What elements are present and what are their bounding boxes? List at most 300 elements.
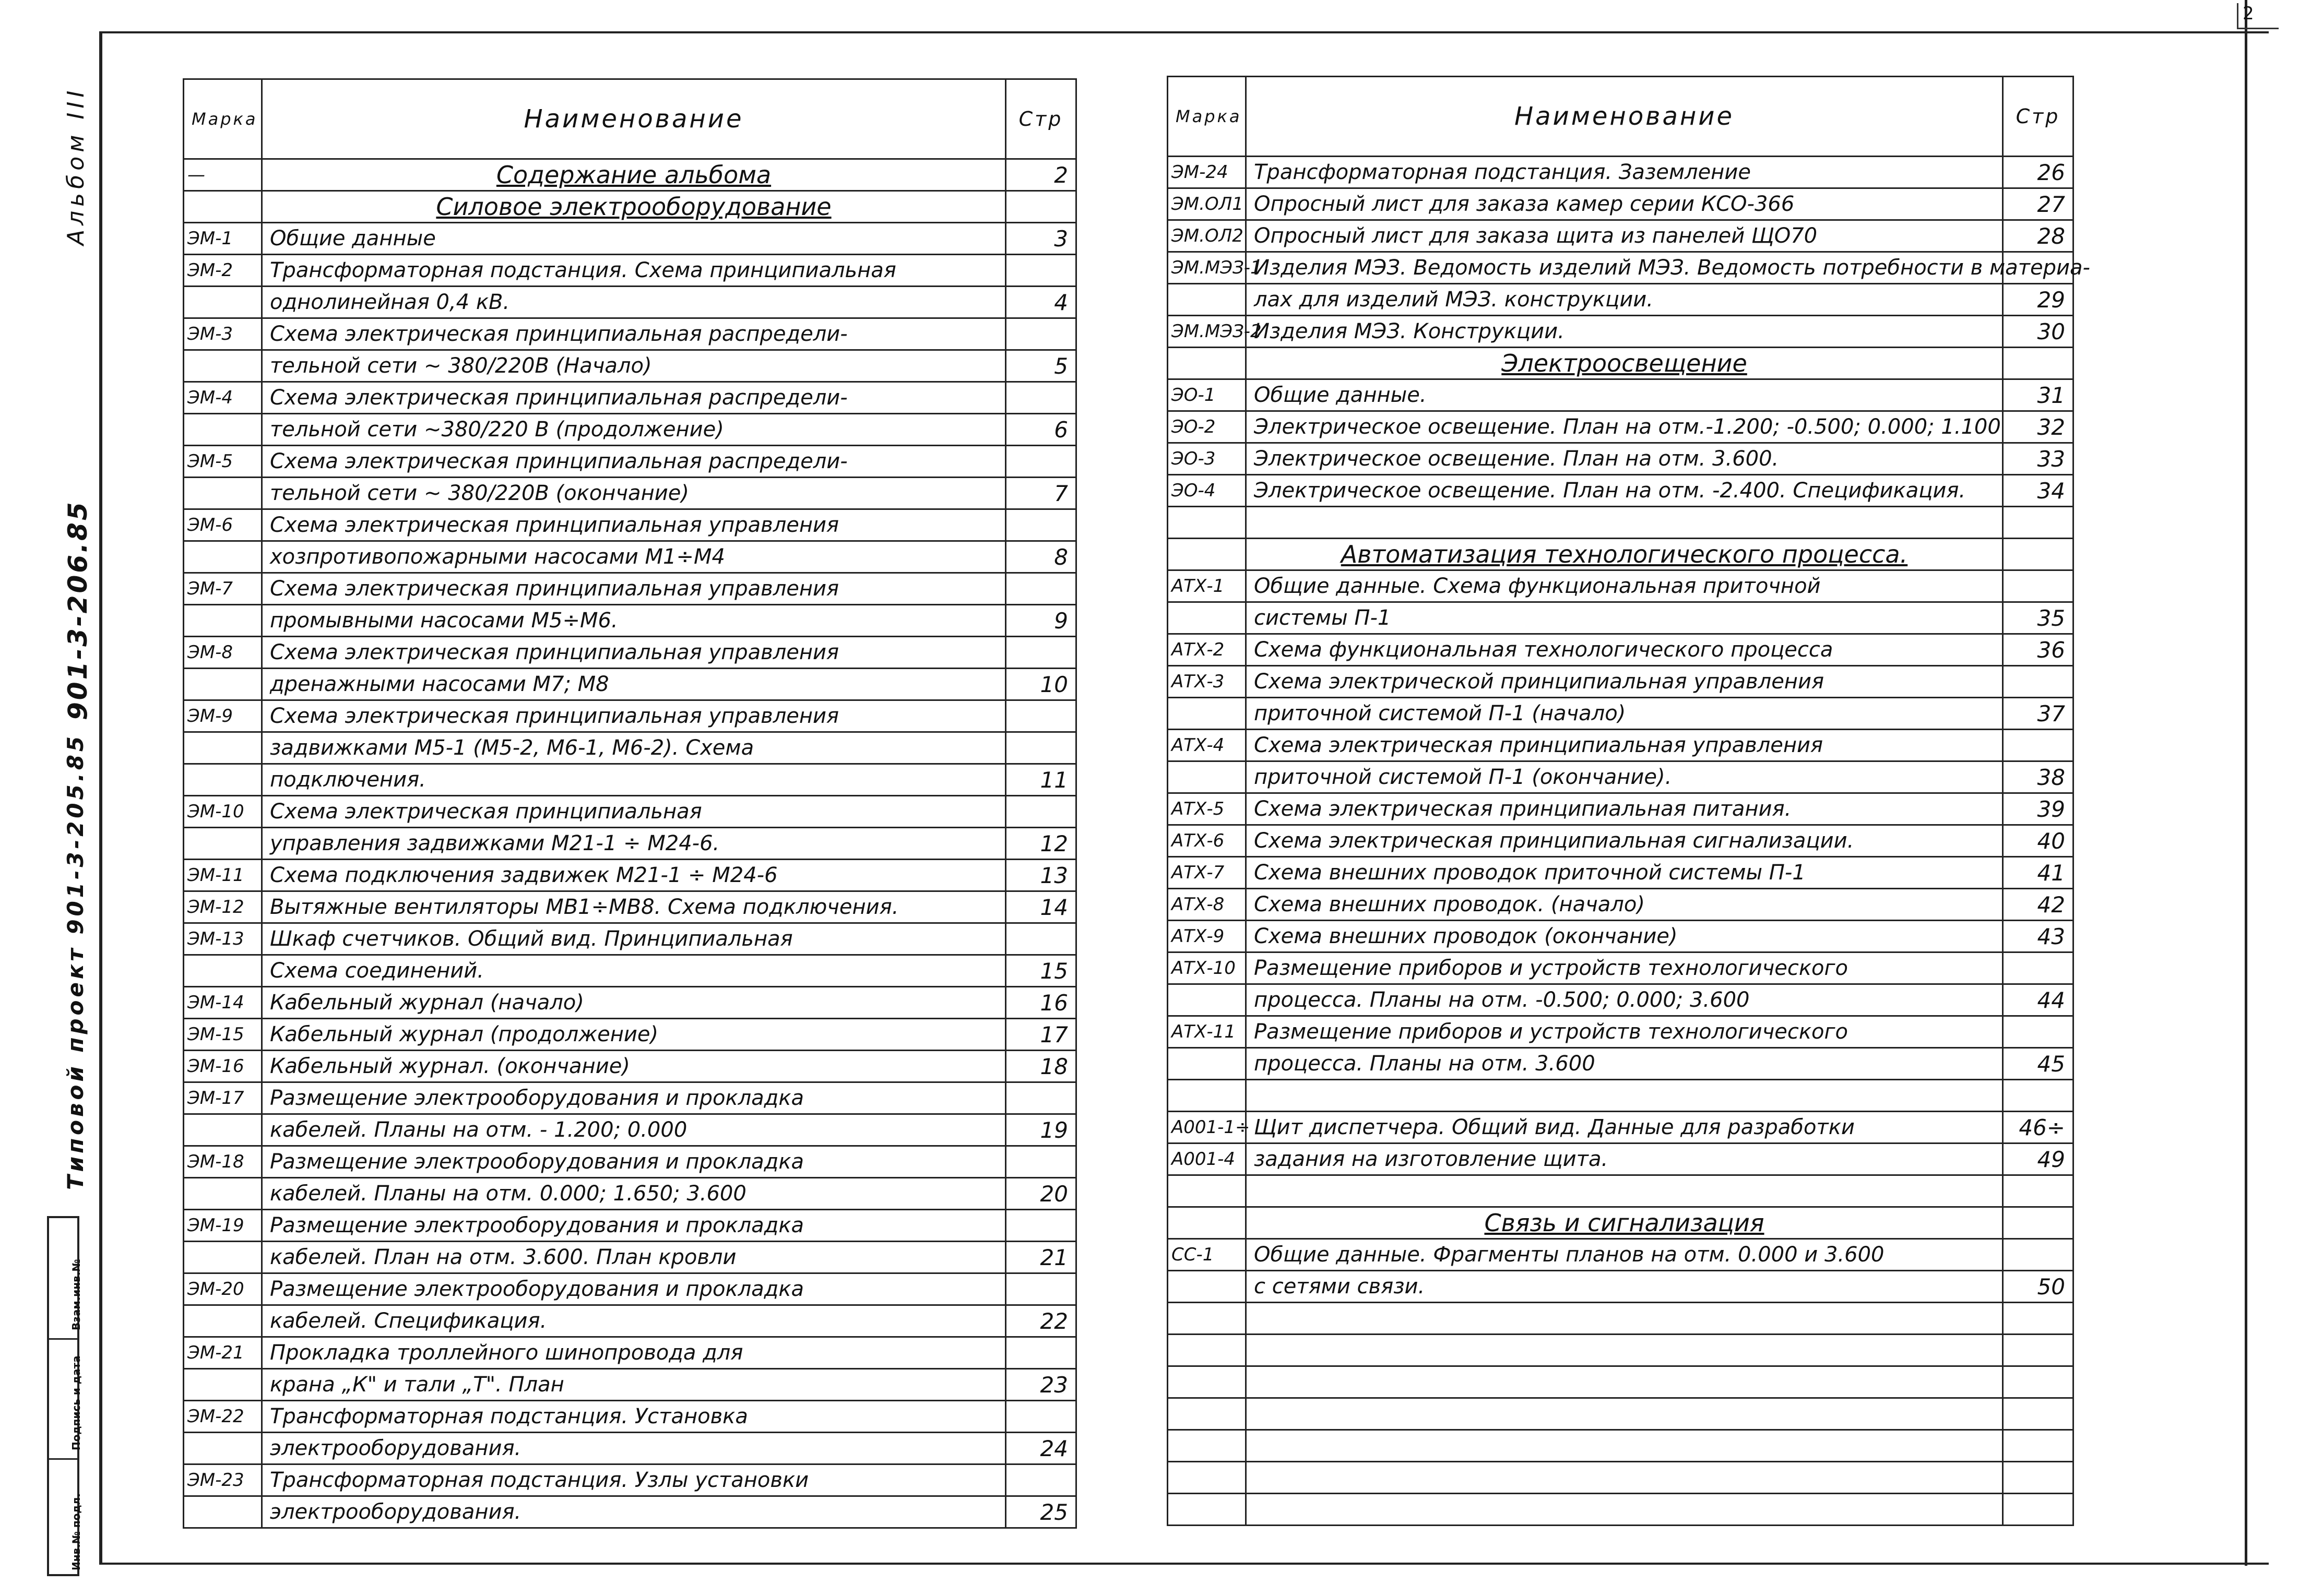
row-page bbox=[2003, 1398, 2073, 1430]
row-mark: ЭМ-8 bbox=[184, 637, 262, 669]
row-name: Размещение электрооборудования и прокладка bbox=[262, 1273, 1006, 1305]
row-page: 18 bbox=[1006, 1051, 1076, 1082]
row-name: Размещение электрооборудования и прокладка bbox=[262, 1210, 1006, 1242]
row-mark: АТХ-5 bbox=[1168, 793, 1246, 825]
row-page: 4 bbox=[1006, 287, 1076, 318]
row-name bbox=[1246, 1398, 2003, 1430]
row-name bbox=[1246, 1303, 2003, 1335]
table-row bbox=[184, 1496, 1076, 1528]
table-row bbox=[1168, 634, 2073, 666]
table-row bbox=[184, 1019, 1076, 1051]
row-mark bbox=[184, 191, 262, 223]
row-mark bbox=[1168, 348, 1246, 379]
row-name: Схема электрическая принципиальная распредели- bbox=[262, 446, 1006, 478]
row-name: задвижками М5-1 (М5-2, М6-1, М6-2). Схема bbox=[262, 732, 1006, 764]
section-heading: Силовое электрооборудование bbox=[436, 193, 832, 221]
table-row bbox=[1168, 1335, 2073, 1366]
row-page bbox=[2003, 1207, 2073, 1239]
row-mark: ЭМ-13 bbox=[184, 923, 262, 955]
table-row bbox=[1168, 539, 2073, 570]
row-mark: ЭО-3 bbox=[1168, 443, 1246, 475]
row-mark bbox=[1168, 1398, 1246, 1430]
header-page: Стр bbox=[1006, 79, 1076, 159]
table-row bbox=[184, 732, 1076, 764]
row-name: Кабельный журнал (начало) bbox=[262, 987, 1006, 1019]
row-mark bbox=[184, 732, 262, 764]
row-name bbox=[1246, 1366, 2003, 1398]
table-row bbox=[184, 191, 1076, 223]
row-name: Схема электрическая принципиальная питания. bbox=[1246, 793, 2003, 825]
row-page bbox=[1006, 573, 1076, 605]
row-mark bbox=[1168, 1271, 1246, 1303]
row-page bbox=[2003, 1080, 2073, 1112]
row-page: 45 bbox=[2003, 1048, 2073, 1080]
row-page: 16 bbox=[1006, 987, 1076, 1019]
row-page bbox=[1006, 923, 1076, 955]
approval-stamp bbox=[47, 1216, 82, 1576]
header-row bbox=[184, 79, 1076, 159]
table-row bbox=[1168, 1144, 2073, 1175]
project-code: 901-3-206.85 bbox=[63, 500, 93, 720]
table-row bbox=[1168, 793, 2073, 825]
row-page: 24 bbox=[1006, 1433, 1076, 1464]
album-label: Альбом III bbox=[63, 86, 89, 245]
header-mark: Марка bbox=[184, 79, 262, 159]
row-mark bbox=[184, 1242, 262, 1273]
table-row bbox=[184, 923, 1076, 955]
row-page bbox=[1006, 1273, 1076, 1305]
row-name: дренажными насосами М7; М8 bbox=[262, 669, 1006, 700]
header-page: Стр bbox=[2003, 77, 2073, 157]
row-name: Схема электрическая принципиальная управления bbox=[1246, 730, 2003, 761]
row-mark: ЭМ-1 bbox=[184, 223, 262, 255]
table-row bbox=[1168, 188, 2073, 220]
row-name: Размещение электрооборудования и прокладка bbox=[262, 1082, 1006, 1114]
table-row bbox=[184, 860, 1076, 891]
row-name: Опросный лист для заказа камер серии КСО-366 bbox=[1246, 188, 2003, 220]
row-page: 26 bbox=[2003, 157, 2073, 188]
row-mark: ЭМ-5 bbox=[184, 446, 262, 478]
row-page: 28 bbox=[2003, 220, 2073, 252]
row-name: процесса. Планы на отм. -0.500; 0.000; 3.600 bbox=[1246, 984, 2003, 1016]
row-page: 20 bbox=[1006, 1178, 1076, 1210]
right-frame-line bbox=[2245, 0, 2247, 1566]
row-name: Прокладка троллейного шинопровода для bbox=[262, 1337, 1006, 1369]
table-row bbox=[1168, 921, 2073, 952]
row-name: подключения. bbox=[262, 764, 1006, 796]
row-name: Общие данные. bbox=[1246, 379, 2003, 411]
table-row bbox=[184, 446, 1076, 478]
row-name: с сетями связи. bbox=[1246, 1271, 2003, 1303]
row-name: тельной сети ~ 380/220В (Начало) bbox=[262, 350, 1006, 382]
row-mark: ЭМ-14 bbox=[184, 987, 262, 1019]
table-row bbox=[1168, 379, 2073, 411]
row-mark: АТХ-9 bbox=[1168, 921, 1246, 952]
table-row bbox=[1168, 1430, 2073, 1462]
row-mark bbox=[1168, 1366, 1246, 1398]
row-name: кабелей. Спецификация. bbox=[262, 1305, 1006, 1337]
row-page: 27 bbox=[2003, 188, 2073, 220]
table-row bbox=[184, 955, 1076, 987]
row-mark: ЭМ-10 bbox=[184, 796, 262, 828]
table-row bbox=[1168, 1494, 2073, 1526]
table-row bbox=[1168, 698, 2073, 730]
table-row bbox=[184, 573, 1076, 605]
section-heading: Связь и сигнализация bbox=[1484, 1209, 1764, 1237]
project-line: Типовой проект 901-3-205.85 bbox=[63, 733, 88, 1190]
table-row bbox=[1168, 252, 2073, 284]
row-mark: ЭМ.ОЛ1 bbox=[1168, 188, 1246, 220]
row-page: 30 bbox=[2003, 316, 2073, 348]
row-mark bbox=[184, 669, 262, 700]
row-mark: ЭМ-18 bbox=[184, 1146, 262, 1178]
row-page bbox=[1006, 1464, 1076, 1496]
row-mark: ЭМ-19 bbox=[184, 1210, 262, 1242]
row-mark bbox=[184, 828, 262, 860]
table-row bbox=[184, 318, 1076, 350]
row-page: 37 bbox=[2003, 698, 2073, 730]
table-row bbox=[1168, 889, 2073, 921]
row-page: 7 bbox=[1006, 478, 1076, 509]
row-name: электрооборудования. bbox=[262, 1496, 1006, 1528]
table-row bbox=[1168, 1175, 2073, 1207]
table-row bbox=[1168, 857, 2073, 889]
table-row bbox=[1168, 316, 2073, 348]
row-name: приточной системой П-1 (окончание). bbox=[1246, 761, 2003, 793]
table-row bbox=[1168, 220, 2073, 252]
row-name: Схема электрическая принципиальная bbox=[262, 796, 1006, 828]
row-mark: ЭО-1 bbox=[1168, 379, 1246, 411]
row-name: Схема подключения задвижек М21-1 ÷ М24-6 bbox=[262, 860, 1006, 891]
row-name: Шкаф счетчиков. Общий вид. Принципиальная bbox=[262, 923, 1006, 955]
table-row bbox=[184, 605, 1076, 637]
table-row bbox=[184, 1114, 1076, 1146]
row-mark: АТХ-3 bbox=[1168, 666, 1246, 698]
table-row bbox=[1168, 475, 2073, 507]
row-page: 46÷ bbox=[2003, 1112, 2073, 1144]
table-row bbox=[184, 1401, 1076, 1433]
table-row bbox=[184, 159, 1076, 191]
row-name: Общие данные. Схема функциональная приточной bbox=[1246, 570, 2003, 602]
row-name: Размещение электрооборудования и прокладка bbox=[262, 1146, 1006, 1178]
row-name: Схема электрической принципиальная управления bbox=[1246, 666, 2003, 698]
row-page: 3 bbox=[1006, 223, 1076, 255]
stamp-label-inv: Инв.№ подл. bbox=[70, 1493, 82, 1570]
row-page bbox=[2003, 952, 2073, 984]
row-mark bbox=[184, 1178, 262, 1210]
section-heading: Электроосвещение bbox=[1501, 349, 1747, 377]
row-mark: ЭМ-12 bbox=[184, 891, 262, 923]
row-page: 17 bbox=[1006, 1019, 1076, 1051]
row-page: 5 bbox=[1006, 350, 1076, 382]
table-row bbox=[1168, 157, 2073, 188]
row-page: 11 bbox=[1006, 764, 1076, 796]
header-row bbox=[1168, 77, 2073, 157]
row-name: тельной сети ~380/220 В (продолжение) bbox=[262, 414, 1006, 446]
row-mark: ЭМ-11 bbox=[184, 860, 262, 891]
table-row bbox=[1168, 570, 2073, 602]
row-mark bbox=[1168, 1335, 1246, 1366]
row-page bbox=[2003, 507, 2073, 539]
table-row bbox=[184, 1242, 1076, 1273]
row-name: Трансформаторная подстанция. Заземление bbox=[1246, 157, 2003, 188]
row-name: Трансформаторная подстанция. Схема принципиальная bbox=[262, 255, 1006, 287]
row-name: тельной сети ~ 380/220В (окончание) bbox=[262, 478, 1006, 509]
table-row bbox=[184, 700, 1076, 732]
row-name: лах для изделий МЭЗ. конструкции. bbox=[1246, 284, 2003, 316]
row-mark bbox=[184, 414, 262, 446]
row-mark: А001-1÷ bbox=[1168, 1112, 1246, 1144]
row-mark bbox=[1168, 984, 1246, 1016]
row-page bbox=[1006, 382, 1076, 414]
row-mark bbox=[1168, 1175, 1246, 1207]
row-page: 50 bbox=[2003, 1271, 2073, 1303]
row-mark bbox=[1168, 1207, 1246, 1239]
table-row bbox=[1168, 1366, 2073, 1398]
row-page: 29 bbox=[2003, 284, 2073, 316]
row-name: системы П-1 bbox=[1246, 602, 2003, 634]
row-page bbox=[2003, 348, 2073, 379]
row-page: 41 bbox=[2003, 857, 2073, 889]
table-row bbox=[1168, 825, 2073, 857]
table-row bbox=[184, 1178, 1076, 1210]
row-name bbox=[1246, 1080, 2003, 1112]
header-name: Наименование bbox=[262, 79, 1006, 159]
row-mark bbox=[184, 605, 262, 637]
table-row bbox=[184, 255, 1076, 287]
row-name: Электрическое освещение. План на отм. 3.600. bbox=[1246, 443, 2003, 475]
row-mark bbox=[1168, 698, 1246, 730]
row-name: Схема электрическая принципиальная распредели- bbox=[262, 318, 1006, 350]
row-name bbox=[262, 191, 1006, 223]
row-mark: АТХ-10 bbox=[1168, 952, 1246, 984]
row-mark: ЭМ-15 bbox=[184, 1019, 262, 1051]
row-page bbox=[1006, 191, 1076, 223]
contents-table-left bbox=[183, 78, 1077, 1529]
row-page: 35 bbox=[2003, 602, 2073, 634]
row-name: процесса. Планы на отм. 3.600 bbox=[1246, 1048, 2003, 1080]
table-row bbox=[1168, 666, 2073, 698]
row-name: промывными насосами М5÷М6. bbox=[262, 605, 1006, 637]
table-row bbox=[1168, 730, 2073, 761]
row-mark bbox=[1168, 1080, 1246, 1112]
row-name: Электрическое освещение. План на отм. -2.400. Спецификация. bbox=[1246, 475, 2003, 507]
table-row bbox=[184, 509, 1076, 541]
row-page: 15 bbox=[1006, 955, 1076, 987]
row-name: Трансформаторная подстанция. Установка bbox=[262, 1401, 1006, 1433]
table-row bbox=[1168, 507, 2073, 539]
row-page: 14 bbox=[1006, 891, 1076, 923]
row-mark bbox=[184, 1114, 262, 1146]
table-row bbox=[184, 541, 1076, 573]
table-row bbox=[1168, 1016, 2073, 1048]
row-mark: ЭМ-9 bbox=[184, 700, 262, 732]
row-mark bbox=[184, 764, 262, 796]
row-mark bbox=[184, 1433, 262, 1464]
row-mark: ЭМ.ОЛ2 bbox=[1168, 220, 1246, 252]
row-name bbox=[1246, 539, 2003, 570]
row-mark: ЭМ-20 bbox=[184, 1273, 262, 1305]
row-page bbox=[2003, 1175, 2073, 1207]
row-mark bbox=[184, 287, 262, 318]
row-mark: АТХ-7 bbox=[1168, 857, 1246, 889]
row-mark: ЭМ-2 bbox=[184, 255, 262, 287]
row-mark: ЭМ-23 bbox=[184, 1464, 262, 1496]
table-row bbox=[184, 414, 1076, 446]
table-row bbox=[184, 891, 1076, 923]
row-page bbox=[1006, 1146, 1076, 1178]
contents-table-right bbox=[1167, 76, 2090, 1526]
row-mark: ЭМ-17 bbox=[184, 1082, 262, 1114]
sheet-number: 2 bbox=[2237, 3, 2279, 29]
row-page: 9 bbox=[1006, 605, 1076, 637]
row-name: кабелей. План на отм. 3.600. План кровли bbox=[262, 1242, 1006, 1273]
row-page bbox=[1006, 700, 1076, 732]
stamp-label-replace: Взам.инв.№ bbox=[70, 1259, 82, 1330]
row-mark: АТХ-4 bbox=[1168, 730, 1246, 761]
row-mark bbox=[184, 1496, 262, 1528]
row-page: 49 bbox=[2003, 1144, 2073, 1175]
row-mark bbox=[1168, 1303, 1246, 1335]
row-name: кабелей. Планы на отм. - 1.200; 0.000 bbox=[262, 1114, 1006, 1146]
table-row bbox=[1168, 1239, 2073, 1271]
row-page: 40 bbox=[2003, 825, 2073, 857]
row-page: 13 bbox=[1006, 860, 1076, 891]
row-mark: ЭО-2 bbox=[1168, 411, 1246, 443]
row-page bbox=[2003, 730, 2073, 761]
table-row bbox=[184, 1210, 1076, 1242]
row-mark bbox=[184, 478, 262, 509]
section-heading: Содержание альбома bbox=[496, 161, 772, 189]
table-row bbox=[184, 1082, 1076, 1114]
row-page bbox=[1006, 796, 1076, 828]
row-name bbox=[1246, 1175, 2003, 1207]
row-page: 42 bbox=[2003, 889, 2073, 921]
row-page bbox=[1006, 637, 1076, 669]
row-name: Изделия МЭЗ. Ведомость изделий МЭЗ. Ведомость потребности в материа- bbox=[1246, 252, 2003, 284]
row-page bbox=[2003, 666, 2073, 698]
row-name: Схема функциональная технологического процесса bbox=[1246, 634, 2003, 666]
row-name: Кабельный журнал. (окончание) bbox=[262, 1051, 1006, 1082]
row-page bbox=[1006, 1337, 1076, 1369]
row-page bbox=[2003, 1462, 2073, 1494]
table-row bbox=[184, 669, 1076, 700]
row-mark: ЭМ.МЭЗ-1 bbox=[1168, 252, 1246, 284]
row-name: хозпротивопожарными насосами М1÷М4 bbox=[262, 541, 1006, 573]
table-row bbox=[184, 1464, 1076, 1496]
row-name: однолинейная 0,4 кВ. bbox=[262, 287, 1006, 318]
row-name: кабелей. Планы на отм. 0.000; 1.650; 3.600 bbox=[262, 1178, 1006, 1210]
row-name: Размещение приборов и устройств технологического bbox=[1246, 1016, 2003, 1048]
row-mark bbox=[1168, 507, 1246, 539]
row-page bbox=[2003, 1239, 2073, 1271]
row-mark bbox=[184, 1369, 262, 1401]
row-mark: ЭМ-4 bbox=[184, 382, 262, 414]
row-name: крана „К" и тали „Т". План bbox=[262, 1369, 1006, 1401]
row-name bbox=[1246, 1207, 2003, 1239]
row-mark: АТХ-2 bbox=[1168, 634, 1246, 666]
row-name: Схема электрическая принципиальная управления bbox=[262, 637, 1006, 669]
row-name: Общие данные. Фрагменты планов на отм. 0.000 и 3.600 bbox=[1246, 1239, 2003, 1271]
table-row bbox=[184, 637, 1076, 669]
header-name: Наименование bbox=[1246, 77, 2003, 157]
table-row bbox=[1168, 1271, 2073, 1303]
row-page bbox=[1006, 318, 1076, 350]
row-page: 2 bbox=[1006, 159, 1076, 191]
row-mark: ЭМ-24 bbox=[1168, 157, 1246, 188]
table-row bbox=[1168, 1207, 2073, 1239]
row-page bbox=[2003, 539, 2073, 570]
section-heading: Автоматизация технологического процесса. bbox=[1341, 540, 1908, 568]
row-name: Схема соединений. bbox=[262, 955, 1006, 987]
stamp-label-sign: Подпись и дата bbox=[70, 1355, 82, 1450]
table-row bbox=[1168, 761, 2073, 793]
row-page bbox=[1006, 1401, 1076, 1433]
table-row bbox=[1168, 984, 2073, 1016]
row-name: задания на изготовление щита. bbox=[1246, 1144, 2003, 1175]
row-name: Изделия МЭЗ. Конструкции. bbox=[1246, 316, 2003, 348]
row-page: 43 bbox=[2003, 921, 2073, 952]
row-name: Схема электрическая принципиальная управления bbox=[262, 573, 1006, 605]
row-page: 21 bbox=[1006, 1242, 1076, 1273]
row-mark: ЭМ-21 bbox=[184, 1337, 262, 1369]
row-mark bbox=[1168, 284, 1246, 316]
table-row bbox=[184, 382, 1076, 414]
row-name: Щит диспетчера. Общий вид. Данные для разработки bbox=[1246, 1112, 2003, 1144]
row-page: 31 bbox=[2003, 379, 2073, 411]
row-name: Схема внешних проводок приточной системы П-1 bbox=[1246, 857, 2003, 889]
table-row bbox=[184, 223, 1076, 255]
table-row bbox=[1168, 1462, 2073, 1494]
row-mark bbox=[1168, 761, 1246, 793]
row-mark: ЭМ-6 bbox=[184, 509, 262, 541]
row-mark bbox=[184, 350, 262, 382]
table-row bbox=[184, 287, 1076, 318]
row-mark bbox=[1168, 1430, 1246, 1462]
row-page: 39 bbox=[2003, 793, 2073, 825]
row-page bbox=[1006, 1210, 1076, 1242]
row-mark: АТХ-6 bbox=[1168, 825, 1246, 857]
row-page: 33 bbox=[2003, 443, 2073, 475]
table-row bbox=[184, 1051, 1076, 1082]
row-name: Схема внешних проводок (окончание) bbox=[1246, 921, 2003, 952]
row-name: Кабельный журнал (продолжение) bbox=[262, 1019, 1006, 1051]
table-row bbox=[1168, 952, 2073, 984]
row-name: Вытяжные вентиляторы МВ1÷МВ8. Схема подключения. bbox=[262, 891, 1006, 923]
table-row bbox=[1168, 1080, 2073, 1112]
row-name: Схема электрическая принципиальная распредели- bbox=[262, 382, 1006, 414]
row-name: управления задвижками М21-1 ÷ М24-6. bbox=[262, 828, 1006, 860]
row-page: 32 bbox=[2003, 411, 2073, 443]
table-row bbox=[1168, 1112, 2073, 1144]
row-name: Общие данные bbox=[262, 223, 1006, 255]
row-name: Опросный лист для заказа щита из панелей ЩО70 bbox=[1246, 220, 2003, 252]
row-mark bbox=[184, 955, 262, 987]
row-name: Схема внешних проводок. (начало) bbox=[1246, 889, 2003, 921]
row-page: 10 bbox=[1006, 669, 1076, 700]
row-name bbox=[1246, 1462, 2003, 1494]
row-mark bbox=[184, 1305, 262, 1337]
row-mark bbox=[1168, 1494, 1246, 1526]
row-page bbox=[1006, 509, 1076, 541]
table-row bbox=[184, 828, 1076, 860]
table-row bbox=[184, 1146, 1076, 1178]
table-row bbox=[1168, 1303, 2073, 1335]
row-name: приточной системой П-1 (начало) bbox=[1246, 698, 2003, 730]
table-row bbox=[1168, 411, 2073, 443]
row-page bbox=[2003, 1303, 2073, 1335]
row-mark: ЭМ.МЭЗ-2 bbox=[1168, 316, 1246, 348]
